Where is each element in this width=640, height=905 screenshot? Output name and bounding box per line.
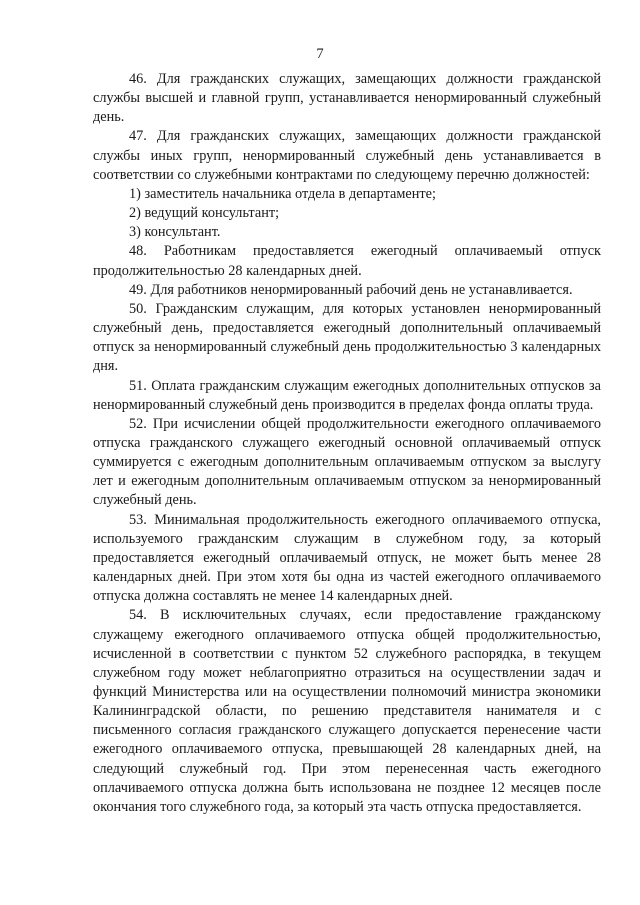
list-item-3: 3) консультант. <box>129 224 221 241</box>
paragraph-48: 48. Работникам предоставляется ежегодный оплачиваемый отпуск продолжительностью 28 календарных дней. <box>93 243 601 279</box>
list-item-2: 2) ведущий консультант; <box>129 205 280 222</box>
paragraph-49: 49. Для работников ненормированный рабочий день не устанавливается. <box>129 281 573 298</box>
paragraph-52: 52. При исчислении общей продолжительности ежегодного оплачиваемого отпуска гражданского служащего ежегодный основной оплачиваемый отпуск суммируется с ежегодным дополнительным оплачиваемым отпуском за выслугу лет и ежегодным дополнительным оплачиваемым отпуском за ненормированный служебный день. <box>93 415 601 509</box>
document-body <box>93 70 601 817</box>
paragraph-54: 54. В исключительных случаях, если предоставление гражданскому служащему ежегодного оплачиваемого отпуска общей продолжительностью, исчисленной в соответствии с пунктом 52 служебного распорядка, в текущем служебном году может неблагоприятно отразиться на осуществлении задач и функций Министерства или на осуществлении полномочий министра экономики Калининградской области, по решению представителя нанимателя и с письменного согласия гражданского служащего допускается перенесение части ежегодного оплачиваемого отпуска, превышающей 28 календарных дней, на следующий служебный год. При этом перенесенная часть ежегодного оплачиваемого отпуска должна быть использована не позднее 12 месяцев после окончания того служебного года, за который эта часть отпуска предоставляется. <box>93 607 601 815</box>
page-number: 7 <box>316 46 324 62</box>
paragraph-53: 53. Минимальная продолжительность ежегодного оплачиваемого отпуска, используемого гражданским служащим в служебном году, за который предоставляется ежегодный оплачиваемый отпуск, не может быть менее 28 календарных дней. При этом хотя бы одна из частей ежегодного оплачиваемого отпуска должна составлять не менее 14 календарных дней. <box>93 511 601 605</box>
paragraph-51: 51. Оплата гражданским служащим ежегодных дополнительных отпусков за ненормированный служебный день производится в пределах фонда оплаты труда. <box>93 377 601 413</box>
paragraph-47: 47. Для гражданских служащих, замещающих должности гражданской службы иных групп, ненормированный служебный день устанавливается в соответствии со служебными контрактами по следующему перечню должностей: <box>93 128 601 183</box>
list-item-1: 1) заместитель начальника отдела в департаменте; <box>129 185 436 202</box>
paragraph-46: 46. Для гражданских служащих, замещающих должности гражданской службы высшей и главной групп, устанавливается ненормированный служебный день. <box>93 71 601 126</box>
paragraph-50: 50. Гражданским служащим, для которых установлен ненормированный служебный день, предоставляется ежегодный дополнительный оплачиваемый отпуск за ненормированный служебный день продолжительностью 3 календарных дня. <box>93 300 601 375</box>
